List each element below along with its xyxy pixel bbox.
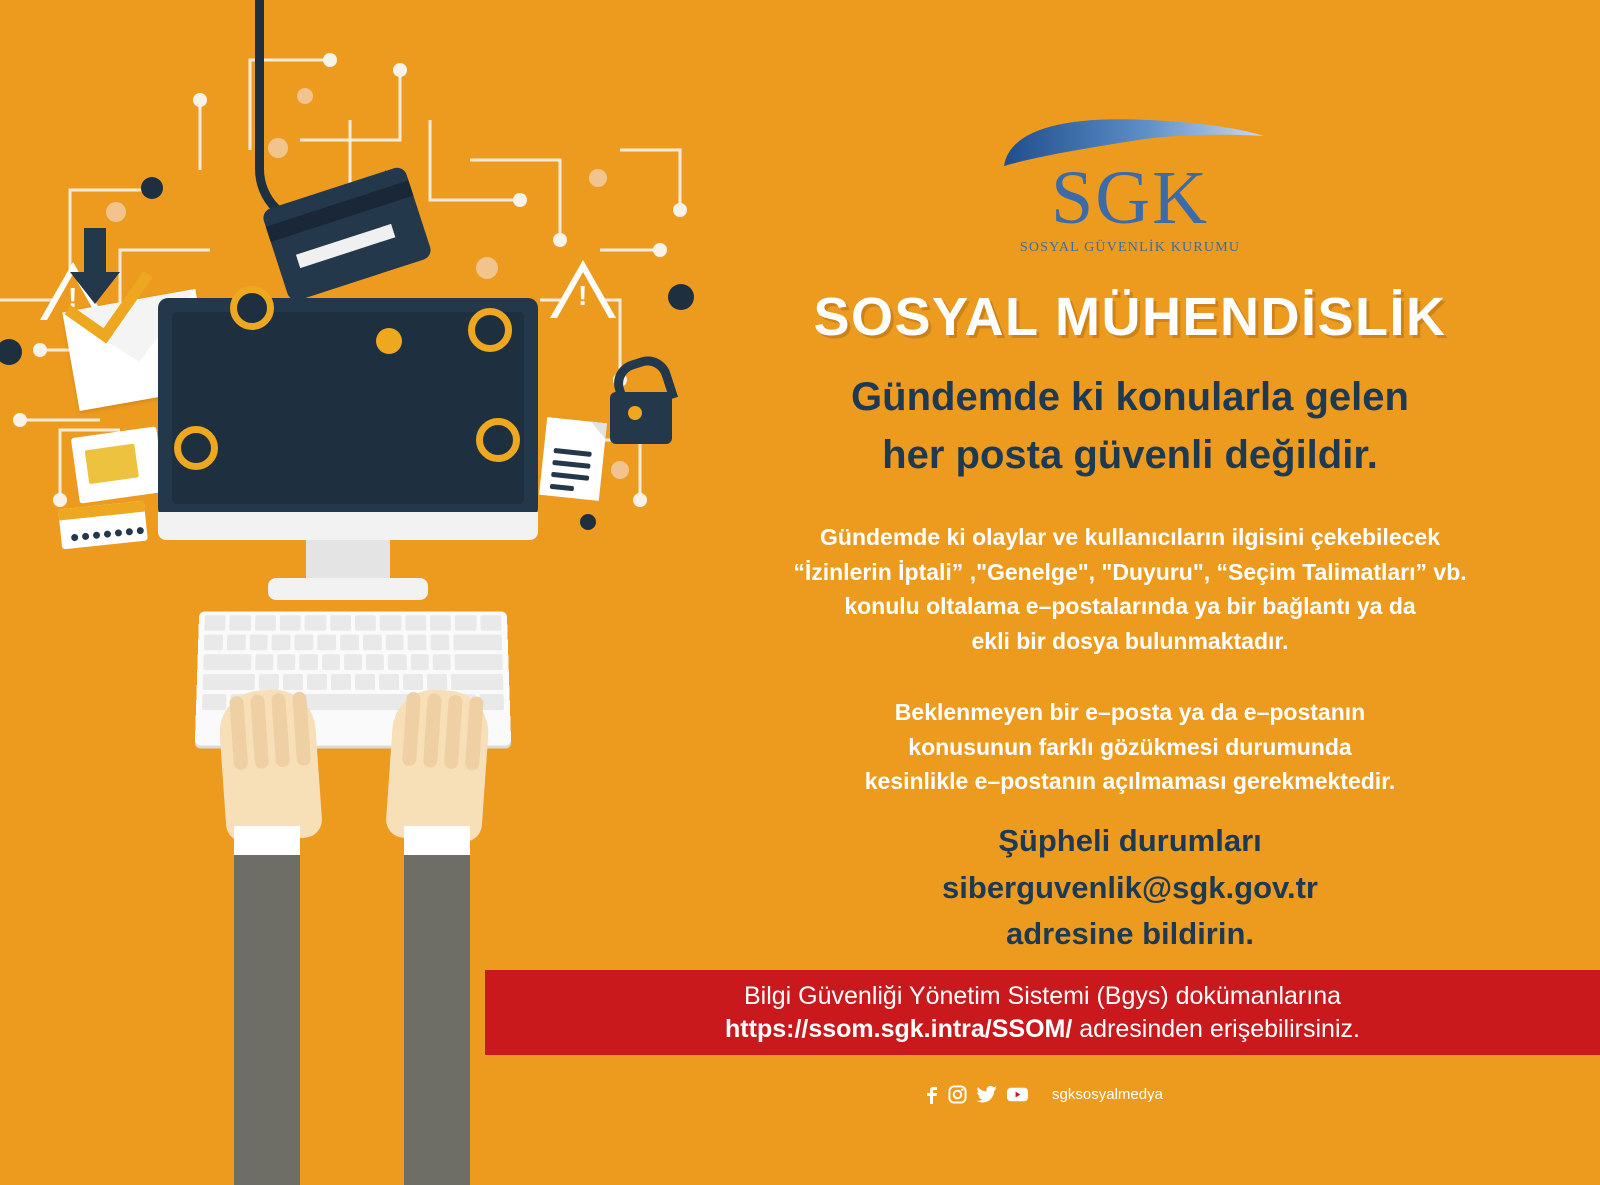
p1-line-1: Gündemde ki olaylar ve kullanıcıların ilgisini çekebilecek <box>820 524 1440 550</box>
left-sleeve-cuff <box>234 826 300 858</box>
folder-icon <box>71 426 165 503</box>
body-paragraph-1 <box>680 520 1580 658</box>
right-hand <box>385 687 491 843</box>
sgk-logo-text: SGK <box>1050 156 1210 240</box>
sgk-logo <box>980 112 1280 262</box>
p2-line-1: Beklenmeyen bir e–posta ya da e–postanın <box>894 699 1366 725</box>
p1-line-4: ekli bir dosya bulunmaktadır. <box>971 627 1289 654</box>
monitor-base-bar <box>158 512 538 540</box>
twitter-icon[interactable] <box>976 1085 997 1104</box>
subheading-line-1: Gündemde ki konularla gelen <box>851 375 1409 419</box>
right-arm <box>404 855 470 1185</box>
monitor <box>158 298 538 518</box>
p2-line-3: kesinlikle e–postanın açılmaması gerekmektedir. <box>864 768 1396 794</box>
page-title: SOSYAL MÜHENDİSLİK <box>813 287 1447 347</box>
sgk-logo-subtitle: SOSYAL GÜVENLİK KURUMU <box>1019 240 1241 255</box>
social-handle: sgksosyalmedya <box>1052 1086 1163 1103</box>
info-band <box>485 970 1600 1055</box>
report-line-3: adresine bildirin. <box>1005 916 1255 951</box>
social-row <box>485 1085 1600 1104</box>
facebook-icon[interactable] <box>922 1085 939 1104</box>
document-icon <box>539 417 607 501</box>
subheading-line-2: her posta güvenli değildir. <box>882 433 1378 477</box>
band-url[interactable]: https://ssom.sgk.intra/SSOM/ <box>725 1014 1073 1043</box>
monitor-neck <box>306 540 390 582</box>
p1-line-2: “İzinlerin İptali” ,"Genelge", "Duyuru", “Seçim Talimatları” vb. <box>793 558 1467 585</box>
band-line-2 <box>725 1015 1360 1044</box>
instagram-icon[interactable] <box>948 1085 967 1104</box>
report-email[interactable]: siberguvenlik@sgk.gov.tr <box>942 869 1318 905</box>
band-line-2-suffix: adresinden erişebilirsiniz. <box>1072 1014 1360 1043</box>
monitor-foot <box>268 578 428 600</box>
p1-line-3: konulu oltalama e–postalarında ya bir bağlantı ya da <box>844 593 1416 619</box>
phishing-illustration: ! ! <box>0 0 700 1185</box>
report-line-1: Şüpheli durumları <box>998 823 1262 858</box>
body-paragraph-2 <box>680 695 1580 799</box>
right-sleeve-cuff <box>404 826 470 858</box>
left-arm <box>234 855 300 1185</box>
band-line-1: Bilgi Güvenliği Yönetim Sistemi (Bgys) dokümanlarına <box>743 981 1342 1010</box>
subheading <box>660 368 1600 484</box>
youtube-icon[interactable] <box>1006 1085 1029 1104</box>
left-hand <box>217 687 323 843</box>
report-instruction <box>680 818 1580 958</box>
p2-line-2: konusunun farklı gözükmesi durumunda <box>908 733 1352 760</box>
